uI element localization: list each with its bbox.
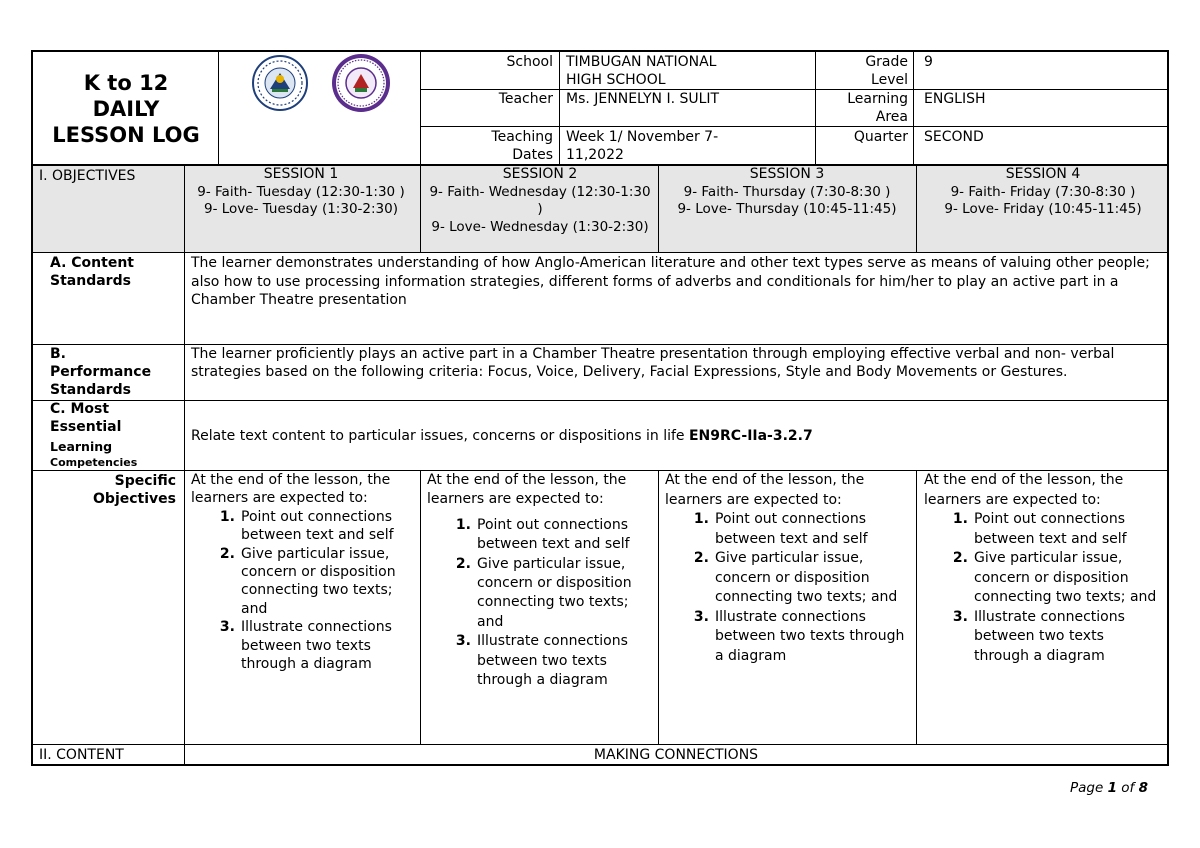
specific-label-2: Objectives — [93, 491, 176, 507]
melc-text-line — [191, 427, 813, 446]
dates-value-1: Week 1/ November 7- — [566, 129, 719, 145]
objectives-1-item-3: Illustrate connections between two texts through a diagram — [241, 619, 392, 673]
melc-label-4: Competencies — [50, 456, 138, 469]
content-standards-text-3: Chamber Theatre presentation — [191, 292, 407, 308]
objectives-1-item-1: Point out connections between text and self — [241, 508, 394, 544]
performance-label-1: B. — [50, 346, 66, 362]
objectives-4-intro: At the end of the lesson, the learners are expected to: — [924, 472, 1124, 508]
objectives-2-item-3: Illustrate connections between two texts through a diagram — [477, 633, 628, 689]
objectives-1-item-2: Give particular issue, concern or disposition connecting two texts; and — [241, 545, 396, 617]
dates-label-2: Dates — [512, 147, 553, 163]
quarter-label: Quarter — [853, 129, 908, 145]
session-2-title: SESSION 2 — [502, 166, 578, 182]
session-3-title: SESSION 3 — [749, 166, 825, 182]
content-value: MAKING CONNECTIONS — [593, 747, 759, 763]
dates-value-2: 11,2022 — [566, 147, 624, 163]
objectives-2-intro: At the end of the lesson, the learners are expected to: — [427, 472, 627, 508]
session-4-schedule: 9- Faith- Friday (7:30-8:30 ) 9- Love- Friday (10:45-11:45) — [944, 183, 1142, 217]
school-seal-icon — [325, 52, 397, 114]
area-label-2: Area — [875, 109, 908, 125]
content-standards-text — [191, 254, 1163, 310]
of-word: of — [1121, 780, 1135, 796]
melc-label-3: Learning — [50, 439, 113, 454]
performance-standards-text: The learner proficiently plays an active part in a Chamber Theatre presentation through employing effective verbal and non- verbal strategies based on the following criteria: Focus, Voice, Delivery, Facial Expressions, Style and Body Movements or Gestures. — [191, 346, 1115, 380]
content-standards-label-1: A. Content — [50, 255, 134, 271]
area-label-1: Learning — [847, 91, 908, 107]
session-3-schedule: 9- Faith- Thursday (7:30-8:30 ) 9- Love- Thursday (10:45-11:45) — [677, 183, 897, 217]
session-2-header — [426, 166, 654, 236]
objectives-session-3 — [665, 471, 913, 666]
objectives-4-list — [924, 510, 1160, 666]
page-word: Page — [1069, 780, 1104, 796]
objectives-4-item-1: Point out connections between text and self — [974, 511, 1127, 547]
school-value-2: HIGH SCHOOL — [566, 72, 666, 88]
objectives-4-item-2: Give particular issue, concern or disposition connecting two texts; and — [974, 550, 1157, 605]
session-1-title: SESSION 1 — [263, 166, 339, 182]
specific-label-1: Specific — [114, 473, 176, 489]
objectives-2-item-1: Point out connections between text and self — [477, 516, 630, 553]
log-title — [34, 70, 218, 148]
objectives-3-item-2: Give particular issue, concern or disposition connecting two texts; and — [715, 550, 898, 605]
objectives-2-item-2: Give particular issue, concern or disposition connecting two texts; and — [477, 555, 632, 630]
melc-code: EN9RC-IIa-3.2.7 — [688, 428, 813, 444]
melc-label-1: C. Most — [50, 401, 110, 417]
page-total: 8 — [1138, 780, 1148, 796]
teacher-value: Ms. JENNELYN I. SULIT — [566, 91, 720, 107]
school-label: School — [506, 54, 553, 70]
teacher-label: Teacher — [498, 91, 553, 107]
objectives-3-item-1: Point out connections between text and self — [715, 511, 868, 547]
title-line-2: DAILY — [92, 97, 160, 121]
session-1-header — [190, 166, 412, 219]
melc-text: Relate text content to particular issues, concerns or dispositions in life — [191, 428, 685, 444]
objectives-4-item-3: Illustrate connections between two texts through a diagram — [974, 608, 1125, 664]
objectives-session-1 — [191, 471, 413, 673]
performance-label-3: Standards — [50, 382, 131, 398]
content-standards-label-2: Standards — [50, 273, 131, 289]
content-label: II. CONTENT — [39, 747, 124, 763]
page-footer — [1000, 779, 1148, 798]
school-value-1: TIMBUGAN NATIONAL — [566, 54, 717, 70]
objectives-session-4 — [924, 471, 1160, 666]
quarter-value: SECOND — [924, 129, 984, 145]
objectives-session-2 — [427, 471, 653, 690]
grade-label-2: Level — [871, 72, 908, 88]
dates-label-1: Teaching — [491, 129, 553, 145]
melc-label-2: Essential — [50, 419, 122, 435]
session-3-header — [663, 166, 911, 219]
objectives-3-intro: At the end of the lesson, the learners are expected to: — [665, 472, 865, 508]
grade-value: 9 — [924, 54, 933, 70]
objectives-1-list — [191, 508, 413, 674]
session-2-schedule: 9- Faith- Wednesday (12:30-1:30 ) 9- Love- Wednesday (1:30-2:30) — [429, 183, 651, 235]
page-number: 1 — [1107, 780, 1117, 796]
deped-seal-icon — [244, 53, 316, 113]
content-standards-text-1: The learner demonstrates understanding of how Anglo-American literature and other text types serve as means of valuing other people; — [191, 255, 1150, 271]
area-value: ENGLISH — [924, 91, 986, 107]
objectives-2-list — [427, 516, 653, 691]
performance-label-2: Performance — [50, 364, 152, 380]
title-line-3: LESSON LOG — [52, 123, 200, 147]
grade-label-1: Grade — [865, 54, 908, 70]
objectives-header: I. OBJECTIVES — [39, 168, 136, 184]
session-4-title: SESSION 4 — [1005, 166, 1081, 182]
objectives-1-intro: At the end of the lesson, the learners are expected to: — [191, 472, 391, 507]
session-4-header — [922, 166, 1164, 219]
objectives-3-item-3: Illustrate connections between two texts through a diagram — [715, 608, 905, 664]
title-line-1: K to 12 — [83, 71, 169, 95]
session-1-schedule: 9- Faith- Tuesday (12:30-1:30 ) 9- Love- Tuesday (1:30-2:30) — [197, 183, 405, 217]
objectives-3-list — [665, 510, 913, 666]
content-standards-text-2: also how to use processing information strategies, different forms of adverbs and conditionals for him/her to play an active part in a — [191, 273, 1119, 290]
